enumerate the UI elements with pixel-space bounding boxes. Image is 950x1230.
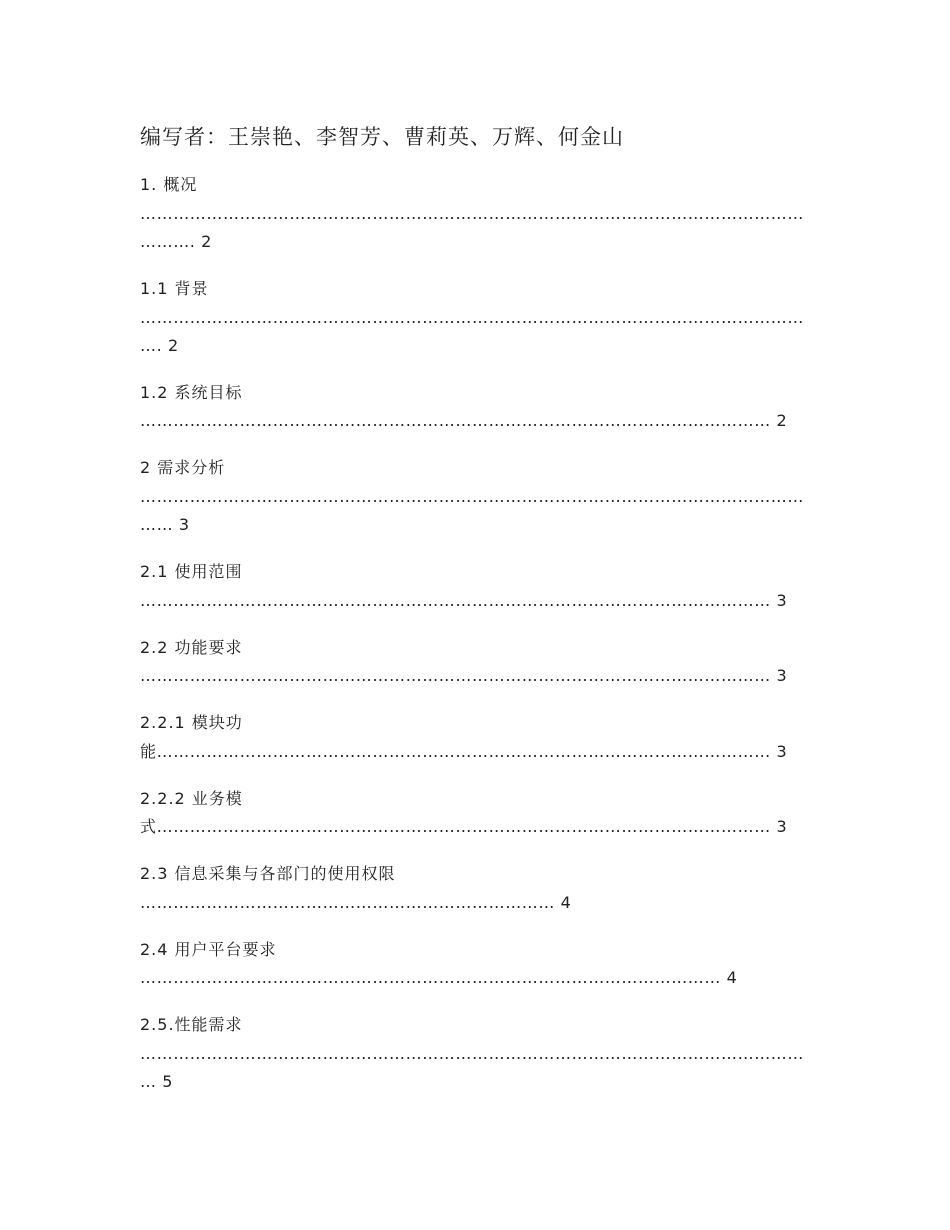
toc-entry-page: ………. 2 [140, 232, 212, 251]
toc-entry-leader: ………………………………………………………………… 4 [140, 893, 572, 912]
toc-entry-leader: …………………………………………………………………………………………… 4 [140, 968, 738, 987]
toc-entry-title[interactable]: 2.3 信息采集与各部门的使用权限 [140, 864, 396, 883]
toc-entry-title[interactable]: 1.2 系统目标 [140, 383, 243, 402]
toc-entry-title[interactable]: 2.5.性能需求 [140, 1015, 243, 1034]
toc-entry-page: … 5 [140, 1072, 174, 1091]
toc-entry-title[interactable]: 2.4 用户平台要求 [140, 940, 277, 959]
toc-entry-leader: ………………………………………………………………………………………………………… [140, 487, 804, 506]
toc-entry-leader: ………………………………………………………………………………………………………… [140, 308, 804, 327]
toc-entry-leader: …………………………………………………………………………………………………… 3 [140, 591, 788, 610]
toc-entry-leader: ………………………………………………………………………………………………………… [140, 1044, 804, 1063]
toc-entry-title[interactable]: 2.1 使用范围 [140, 562, 243, 581]
authors-line: 编写者：王崇艳、李智芳、曹莉英、万辉、何金山 [140, 125, 624, 149]
toc-entry-title[interactable]: 1.1 背景 [140, 279, 209, 298]
toc-entry-title[interactable]: 1. 概况 [140, 175, 198, 194]
toc-entry-page: …. 2 [140, 336, 179, 355]
toc-entry-leader: …………………………………………………………………………………………………… 3 [140, 666, 788, 685]
toc-entry-leader: …………………………………………………………………………………………………… 2 [140, 411, 788, 430]
toc-entry-page: …… 3 [140, 515, 190, 534]
toc-entry-title[interactable]: 2.2 功能要求 [140, 638, 243, 657]
toc-entry-title[interactable]: 2.2.2 业务模 [140, 789, 243, 808]
toc-entry-leader: 式………………………………………………………………………………………………… 3 [140, 817, 788, 836]
toc-entry-title[interactable]: 2.2.1 模块功 [140, 713, 243, 732]
toc-entry-leader: ………………………………………………………………………………………………………… [140, 204, 804, 223]
toc-entry-title[interactable]: 2 需求分析 [140, 458, 226, 477]
toc-entry-leader: 能………………………………………………………………………………………………… 3 [140, 742, 788, 761]
